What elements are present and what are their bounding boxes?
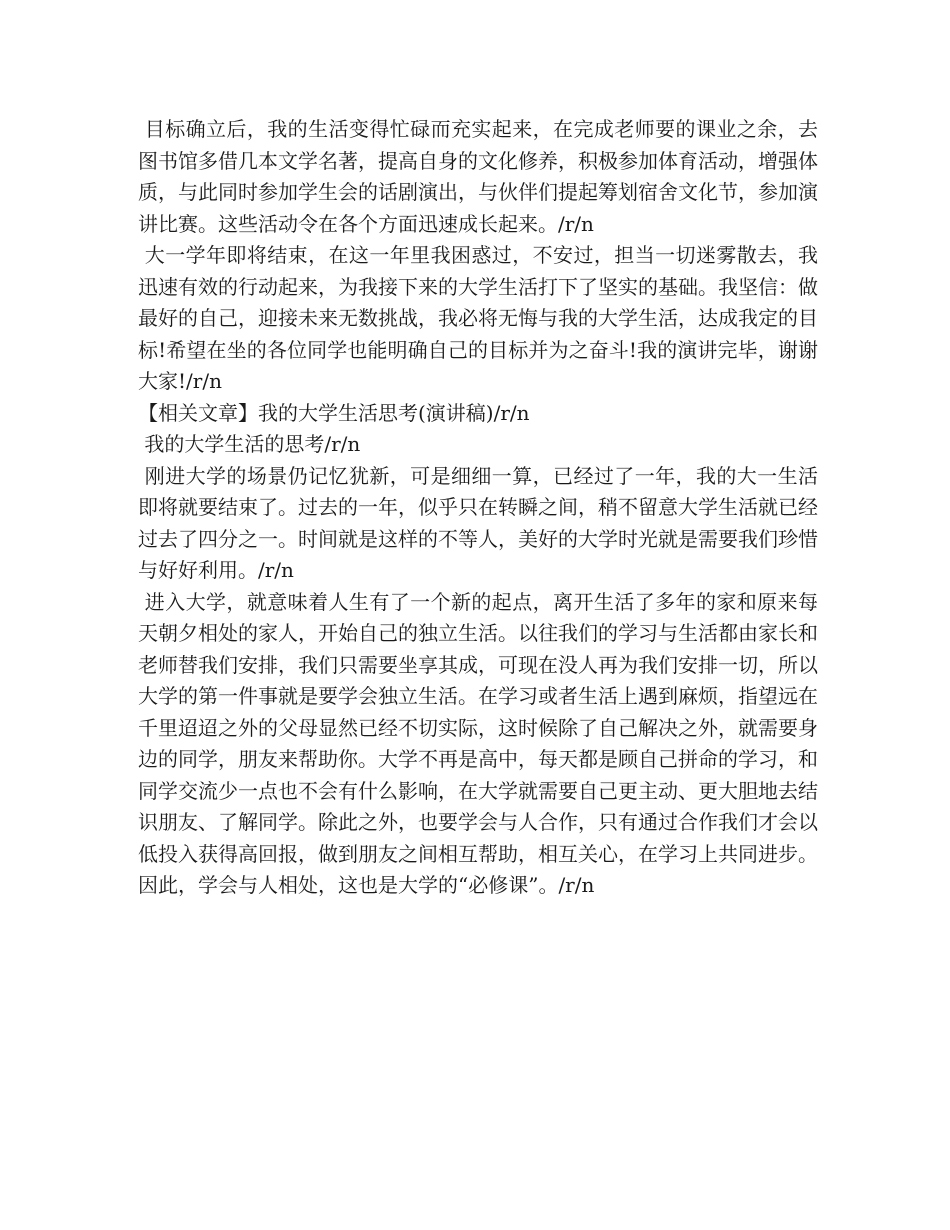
article-subtitle: 我的大学生活的思考/r/n xyxy=(138,432,361,456)
paragraph-goal-established: 目标确立后，我的生活变得忙碌而充实起来，在完成老师要的课业之余，去图书馆多借几本文学名著，提高自身的文化修养，积极参加体育活动，增强体质，与此同时参加学生会的话剧演出，与伙伴们提起筹划宿舍文化节，参加演讲比赛。这些活动令在各个方面迅速成长起来。/r/n xyxy=(138,117,819,236)
paragraph-entering-university: 刚进大学的场景仍记忆犹新，可是细细一算，已经过了一年，我的大一生活即将就要结束了。过去的一年，似乎只在转瞬之间，稍不留意大学生活就已经过去了四分之一。时间就是这样的不等人，美好的大学时光就是需要我们珍惜与好好利用。/r/n xyxy=(138,463,819,582)
document-body xyxy=(138,114,818,902)
paragraph-freshman-year-ending: 大一学年即将结束，在这一年里我困惑过，不安过，担当一切迷雾散去，我迅速有效的行动起来，为我接下来的大学生活打下了坚实的基础。我坚信：做最好的自己，迎接未来无数挑战，我必将无悔与我的大学生活，达成我定的目标!希望在坐的各位同学也能明确自己的目标并为之奋斗!我的演讲完毕，谢谢大家!/r/n xyxy=(138,243,819,393)
related-article-heading: 【相关文章】我的大学生活思考(演讲稿)/r/n xyxy=(138,400,530,425)
paragraph-independent-life: 进入大学，就意味着人生有了一个新的起点，离开生活了多年的家和原来每天朝夕相处的家人，开始自己的独立生活。以往我们的学习与生活都由家长和老师替我们安排，我们只需要坐享其成，可现在没人再为我们安排一切，所以大学的第一件事就是要学会独立生活。在学习或者生活上遇到麻烦，指望远在千里迢迢之外的父母显然已经不切实际，这时候除了自己解决之外，就需要身边的同学，朋友来帮助你。大学不再是高中，每天都是顾自己拼命的学习，和同学交流少一点也不会有什么影响，在大学就需要自己更主动、更大胆地去结识朋友、了解同学。除此之外，也要学会与人合作，只有通过合作我们才会以低投入获得高回报，做到朋友之间相互帮助，相互关心，在学习上共同进步。因此，学会与人相处，这也是大学的“必修课”。/r/n xyxy=(138,589,819,897)
